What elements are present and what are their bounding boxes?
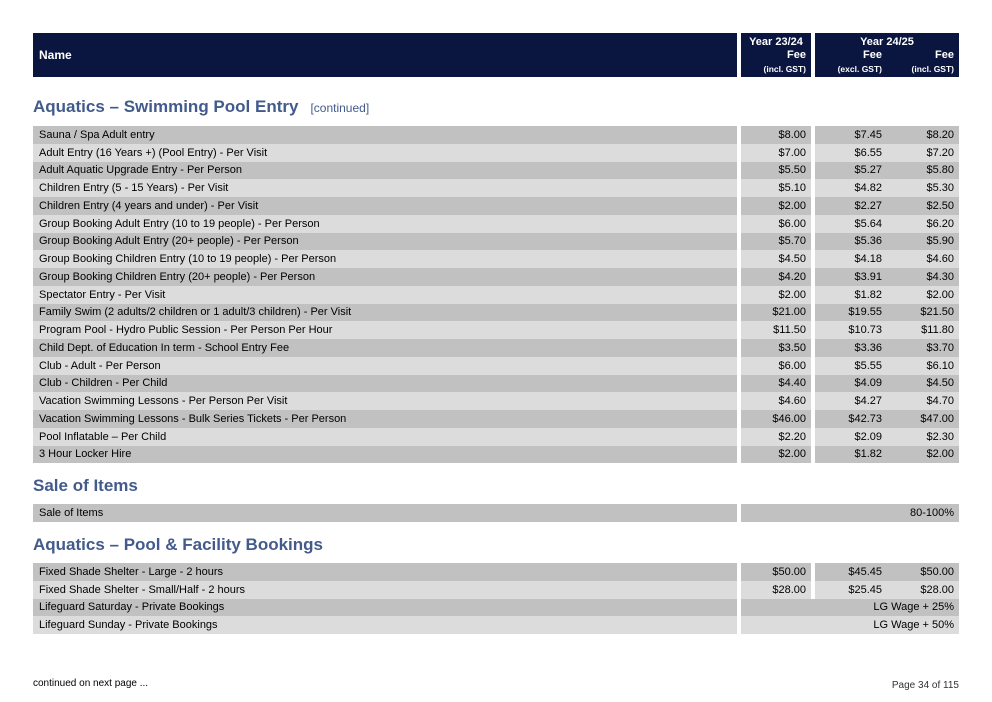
table-row [33,215,959,233]
row-fee-2324: $21.00 [741,304,811,322]
row-fee-excl-gst: $4.82 [815,179,887,197]
row-fee-excl-gst: $2.27 [815,197,887,215]
header-year-2425-label: Year 24/25 [860,36,914,48]
row-fee-2324: $46.00 [741,410,811,428]
header-year-2425-sub-excl: (excl. GST) [837,64,882,74]
row-fee-2324: $3.50 [741,339,811,357]
row-fee-2324: $6.00 [741,357,811,375]
row-fee-excl-gst: $4.27 [815,392,887,410]
row-name: Group Booking Adult Entry (10 to 19 people) - Per Person [33,215,737,233]
row-name: Group Booking Adult Entry (20+ people) - Per Person [33,233,737,251]
table-row [33,250,959,268]
table-row [33,321,959,339]
row-name: Club - Children - Per Child [33,375,737,393]
row-fee-2324: $2.00 [741,286,811,304]
table-row [33,581,959,599]
section-title-sale-items-text: Sale of Items [33,476,138,496]
row-fee-excl-gst: $10.73 [815,321,887,339]
row-fee-incl-gst: $4.50 [887,375,959,393]
row-fee-excl-gst: $5.64 [815,215,887,233]
footer-page-number: Page 34 of 115 [891,680,959,691]
header-year-2324 [741,33,811,77]
row-fee-2324: $28.00 [741,581,811,599]
table-row [33,304,959,322]
row-fee-incl-gst: $3.70 [887,339,959,357]
row-name: Child Dept. of Education In term - School Entry Fee [33,339,737,357]
row-fee-incl-gst: $2.00 [887,286,959,304]
row-fee-excl-gst: $4.09 [815,375,887,393]
header-year-2425-sub-incl: (incl. GST) [911,64,954,74]
row-name: Sauna / Spa Adult entry [33,126,737,144]
row-name: Group Booking Children Entry (20+ people) - Per Person [33,268,737,286]
row-fee-2324: $5.70 [741,233,811,251]
table-row [33,126,959,144]
row-fee-excl-gst: $1.82 [815,286,887,304]
row-fee-incl-gst: $8.20 [887,126,959,144]
row-fee-2324: $4.50 [741,250,811,268]
table-row [33,179,959,197]
fee-schedule-page [33,33,959,634]
row-fee-excl-gst: $45.45 [815,563,887,581]
row-name: Lifeguard Saturday - Private Bookings [33,599,737,617]
row-name: Pool Inflatable – Per Child [33,428,737,446]
table-row [33,563,959,581]
row-fee-excl-gst: $2.09 [815,428,887,446]
table-row [33,233,959,251]
row-fee-span: LG Wage + 25% [741,599,959,617]
table-row [33,162,959,180]
pool-entry-table [33,126,959,463]
facility-bookings-table [33,563,959,634]
row-fee-incl-gst: $11.80 [887,321,959,339]
row-fee-excl-gst: $1.82 [815,446,887,464]
row-fee-2324: $50.00 [741,563,811,581]
row-fee-2324: $11.50 [741,321,811,339]
table-row [33,144,959,162]
row-fee-excl-gst: $5.36 [815,233,887,251]
table-row [33,616,959,634]
table-row [33,446,959,464]
row-fee-incl-gst: $4.70 [887,392,959,410]
row-name: Lifeguard Sunday - Private Bookings [33,616,737,634]
table-row [33,197,959,215]
row-fee-incl-gst: $50.00 [887,563,959,581]
row-fee-incl-gst: $2.00 [887,446,959,464]
row-name: Vacation Swimming Lessons - Per Person Per Visit [33,392,737,410]
table-header [33,33,959,77]
row-name: Vacation Swimming Lessons - Bulk Series Tickets - Per Person [33,410,737,428]
row-fee-excl-gst: $6.55 [815,144,887,162]
row-fee-incl-gst: $6.10 [887,357,959,375]
header-year-2324-fee: Fee [787,49,806,61]
row-fee-excl-gst: $25.45 [815,581,887,599]
sale-items-table [33,504,959,522]
row-fee-incl-gst: $7.20 [887,144,959,162]
header-year-2425 [815,33,959,77]
row-fee-excl-gst: $5.55 [815,357,887,375]
header-year-2425-fee-excl: Fee [863,49,882,61]
row-fee-incl-gst: $2.30 [887,428,959,446]
row-fee-2324: $5.10 [741,179,811,197]
row-name: Spectator Entry - Per Visit [33,286,737,304]
section-title-pool-entry [33,97,959,120]
row-fee-excl-gst: $7.45 [815,126,887,144]
row-name: Club - Adult - Per Person [33,357,737,375]
row-fee-2324: $4.40 [741,375,811,393]
section-title-pool-entry-text: Aquatics – Swimming Pool Entry [33,97,299,116]
row-fee-excl-gst: $3.36 [815,339,887,357]
table-row [33,504,959,522]
row-fee-incl-gst: $2.50 [887,197,959,215]
row-name: Group Booking Children Entry (10 to 19 people) - Per Person [33,250,737,268]
row-fee-2324: $4.20 [741,268,811,286]
row-fee-incl-gst: $5.30 [887,179,959,197]
row-fee-incl-gst: $21.50 [887,304,959,322]
row-name: Program Pool - Hydro Public Session - Per Person Per Hour [33,321,737,339]
row-name: Adult Entry (16 Years +) (Pool Entry) - Per Visit [33,144,737,162]
row-fee-2324: $2.00 [741,197,811,215]
row-fee-2324: $2.00 [741,446,811,464]
header-year-2425-fee-incl: Fee [935,49,954,61]
row-name: Children Entry (4 years and under) - Per Visit [33,197,737,215]
row-fee-excl-gst: $3.91 [815,268,887,286]
row-fee-2324: $5.50 [741,162,811,180]
row-name: Children Entry (5 - 15 Years) - Per Visit [33,179,737,197]
table-row [33,428,959,446]
section-title-facility-bookings-text: Aquatics – Pool & Facility Bookings [33,535,323,554]
table-row [33,357,959,375]
section-continued-label: [continued] [310,101,370,115]
row-fee-span: LG Wage + 50% [741,616,959,634]
table-row [33,599,959,617]
row-fee-incl-gst: $47.00 [887,410,959,428]
row-fee-incl-gst: $6.20 [887,215,959,233]
table-row [33,410,959,428]
header-year-2324-sub: (incl. GST) [763,64,806,74]
header-year-2324-label: Year 23/24 [749,36,803,48]
table-row [33,286,959,304]
row-name: Family Swim (2 adults/2 children or 1 adult/3 children) - Per Visit [33,304,737,322]
header-name: Name [33,33,737,77]
row-fee-span: 80-100% [741,504,959,522]
row-fee-excl-gst: $5.27 [815,162,887,180]
table-row [33,339,959,357]
row-name: Adult Aquatic Upgrade Entry - Per Person [33,162,737,180]
row-fee-2324: $7.00 [741,144,811,162]
table-row [33,392,959,410]
row-fee-2324: $2.20 [741,428,811,446]
footer-continued: continued on next page ... [33,678,149,689]
table-row [33,375,959,393]
row-fee-incl-gst: $5.80 [887,162,959,180]
row-fee-incl-gst: $4.60 [887,250,959,268]
table-row [33,268,959,286]
row-name: Fixed Shade Shelter - Small/Half - 2 hours [33,581,737,599]
row-fee-excl-gst: $4.18 [815,250,887,268]
row-name: Fixed Shade Shelter - Large - 2 hours [33,563,737,581]
row-fee-2324: $6.00 [741,215,811,233]
section-title-sale-items [33,476,959,499]
row-name: Sale of Items [33,504,737,522]
row-name: 3 Hour Locker Hire [33,446,737,464]
row-fee-incl-gst: $4.30 [887,268,959,286]
row-fee-2324: $8.00 [741,126,811,144]
row-fee-incl-gst: $28.00 [887,581,959,599]
row-fee-incl-gst: $5.90 [887,233,959,251]
row-fee-2324: $4.60 [741,392,811,410]
section-title-facility-bookings [33,535,959,558]
row-fee-excl-gst: $42.73 [815,410,887,428]
row-fee-excl-gst: $19.55 [815,304,887,322]
